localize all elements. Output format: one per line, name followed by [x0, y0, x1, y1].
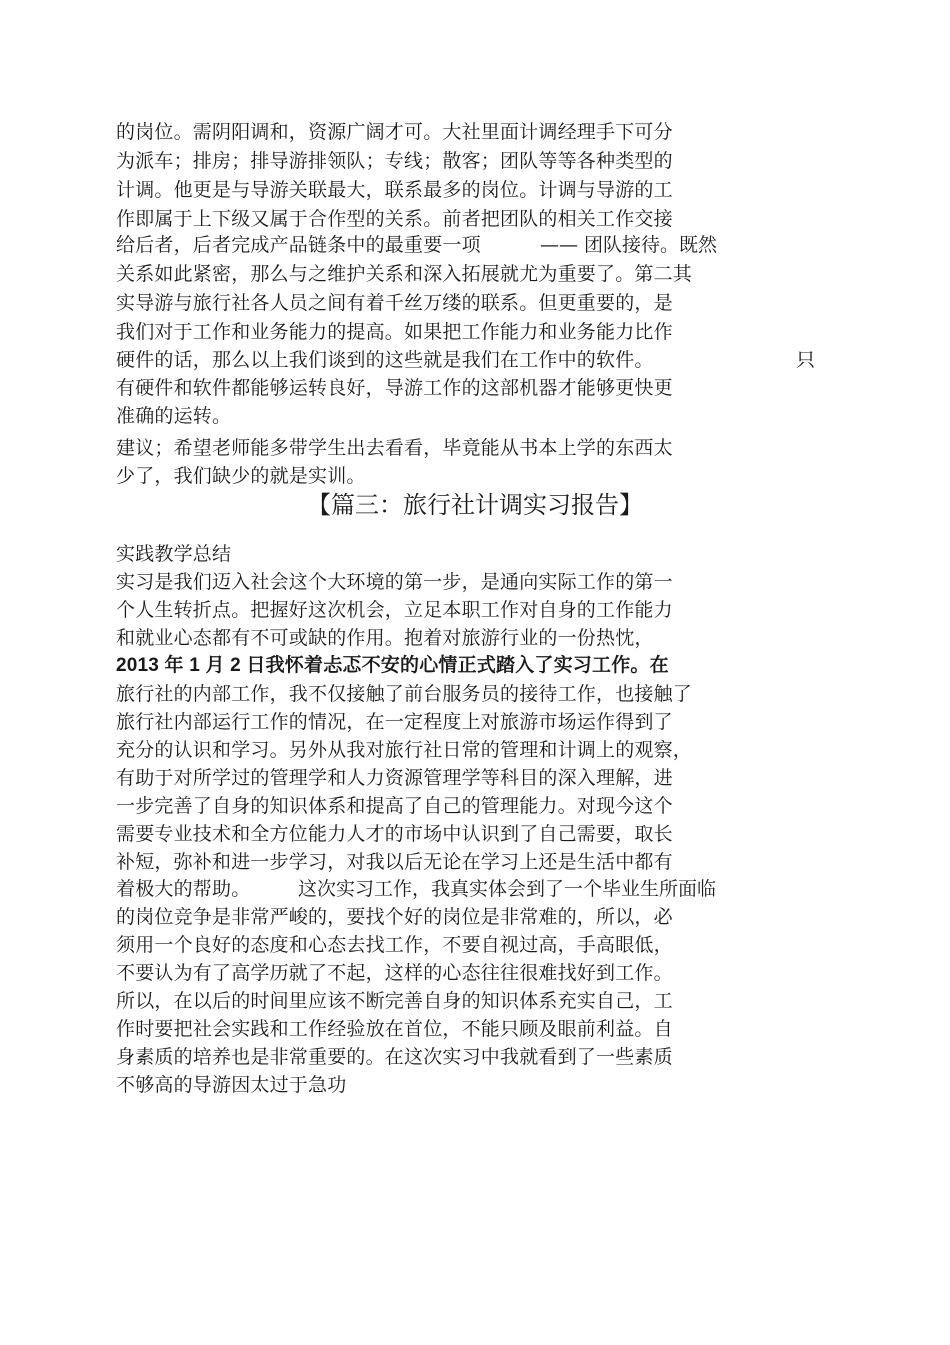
- paragraph-line: 着极大的帮助。: [116, 878, 251, 900]
- paragraph-line: 作即属于上下级又属于合作型的关系。前者把团队的相关工作交接: [116, 208, 673, 230]
- paragraph-line: 旅行社内部运行工作的情况，在一定程度上对旅游市场运作得到了: [116, 711, 673, 733]
- paragraph-line: 和就业心态都有不可或缺的作用。抱着对旅游行业的一份热忱，: [116, 627, 654, 649]
- paragraph-line: 有助于对所学过的管理学和人力资源管理学等科目的深入理解，进: [116, 767, 673, 789]
- paragraph-line: 不要认为有了高学历就了不起，这样的心态往往很难找好到工作。: [116, 962, 673, 984]
- paragraph-line: 有硬件和软件都能够运转良好，导游工作的这部机器才能够更快更: [116, 377, 673, 399]
- paragraph-line: 身素质的培养也是非常重要的。在这次实习中我就看到了一些素质: [116, 1046, 673, 1068]
- paragraph-line: 补短，弥补和进一步学习，对我以后无论在学习上还是生活中都有: [116, 851, 673, 873]
- paragraph-line: 我们对于工作和业务能力的提高。如果把工作能力和业务能力比作: [116, 321, 673, 343]
- paragraph-line-tail: 这次实习工作，我真实体会到了一个毕业生所面临: [298, 878, 717, 900]
- paragraph-line: 实导游与旅行社各人员之间有着千丝万缕的联系。但更重要的，是: [116, 292, 673, 314]
- paragraph-line-tail: 只: [796, 349, 816, 371]
- paragraph-line: 准确的运转。: [116, 405, 232, 427]
- paragraph-line: 硬件的话，那么以上我们谈到的这些就是我们在工作中的软件。: [116, 349, 654, 371]
- paragraph-line: 实习是我们迈入社会这个大环境的第一步，是通向实际工作的第一: [116, 571, 673, 593]
- suggestion-line: 建议；希望老师能多带学生出去看看，毕竟能从书本上学的东西太: [116, 437, 673, 459]
- paragraph-line: 充分的认识和学习。另外从我对旅行社日常的管理和计调上的观察，: [116, 739, 693, 761]
- paragraph-line: 2013 年 1 月 2 日我怀着忐忑不安的心情正式踏入了实习工作。在: [116, 655, 669, 676]
- paragraph-line: 须用一个良好的态度和心态去找工作，不要自视过高，手高眼低，: [116, 934, 673, 956]
- paragraph-line: 作时要把社会实践和工作经验放在首位，不能只顾及眼前利益。自: [116, 1018, 673, 1040]
- paragraph-line: 计调。他更是与导游关联最大，联系最多的岗位。计调与导游的工: [116, 179, 673, 201]
- paragraph-line: 为派车；排房；排导游排领队；专线；散客；团队等等各种类型的: [116, 150, 673, 172]
- section-subheading: 实践教学总结: [116, 543, 232, 565]
- paragraph-line: 不够高的导游因太过于急功: [116, 1074, 347, 1096]
- paragraph-line: 需要专业技术和全方位能力人才的市场中认识到了自己需要，取长: [116, 823, 673, 845]
- paragraph-line: 的岗位。需阴阳调和，资源广阔才可。大社里面计调经理手下可分: [116, 121, 673, 143]
- paragraph-line: 的岗位竞争是非常严峻的，要找个好的岗位是非常难的，所以，必: [116, 906, 673, 928]
- section-heading: 【篇三：旅行社计调实习报告】: [307, 491, 643, 519]
- suggestion-line: 少了，我们缺少的就是实训。: [116, 465, 366, 487]
- paragraph-line: 给后者，后者完成产品链条中的最重要一项: [116, 234, 481, 256]
- paragraph-line: 所以，在以后的时间里应该不断完善自身的知识体系充实自己，工: [116, 990, 673, 1012]
- paragraph-line: 旅行社的内部工作，我不仅接触了前台服务员的接待工作，也接触了: [116, 683, 693, 705]
- paragraph-line: 个人生转折点。把握好这次机会，立足本职工作对自身的工作能力: [116, 599, 673, 621]
- paragraph-line: 关系如此紧密，那么与之维护关系和深入拓展就尤为重要了。第二其: [116, 263, 693, 285]
- paragraph-line-tail: —— 团队接待。既然: [540, 234, 718, 256]
- paragraph-line: 一步完善了自身的知识体系和提高了自己的管理能力。对现今这个: [116, 795, 673, 817]
